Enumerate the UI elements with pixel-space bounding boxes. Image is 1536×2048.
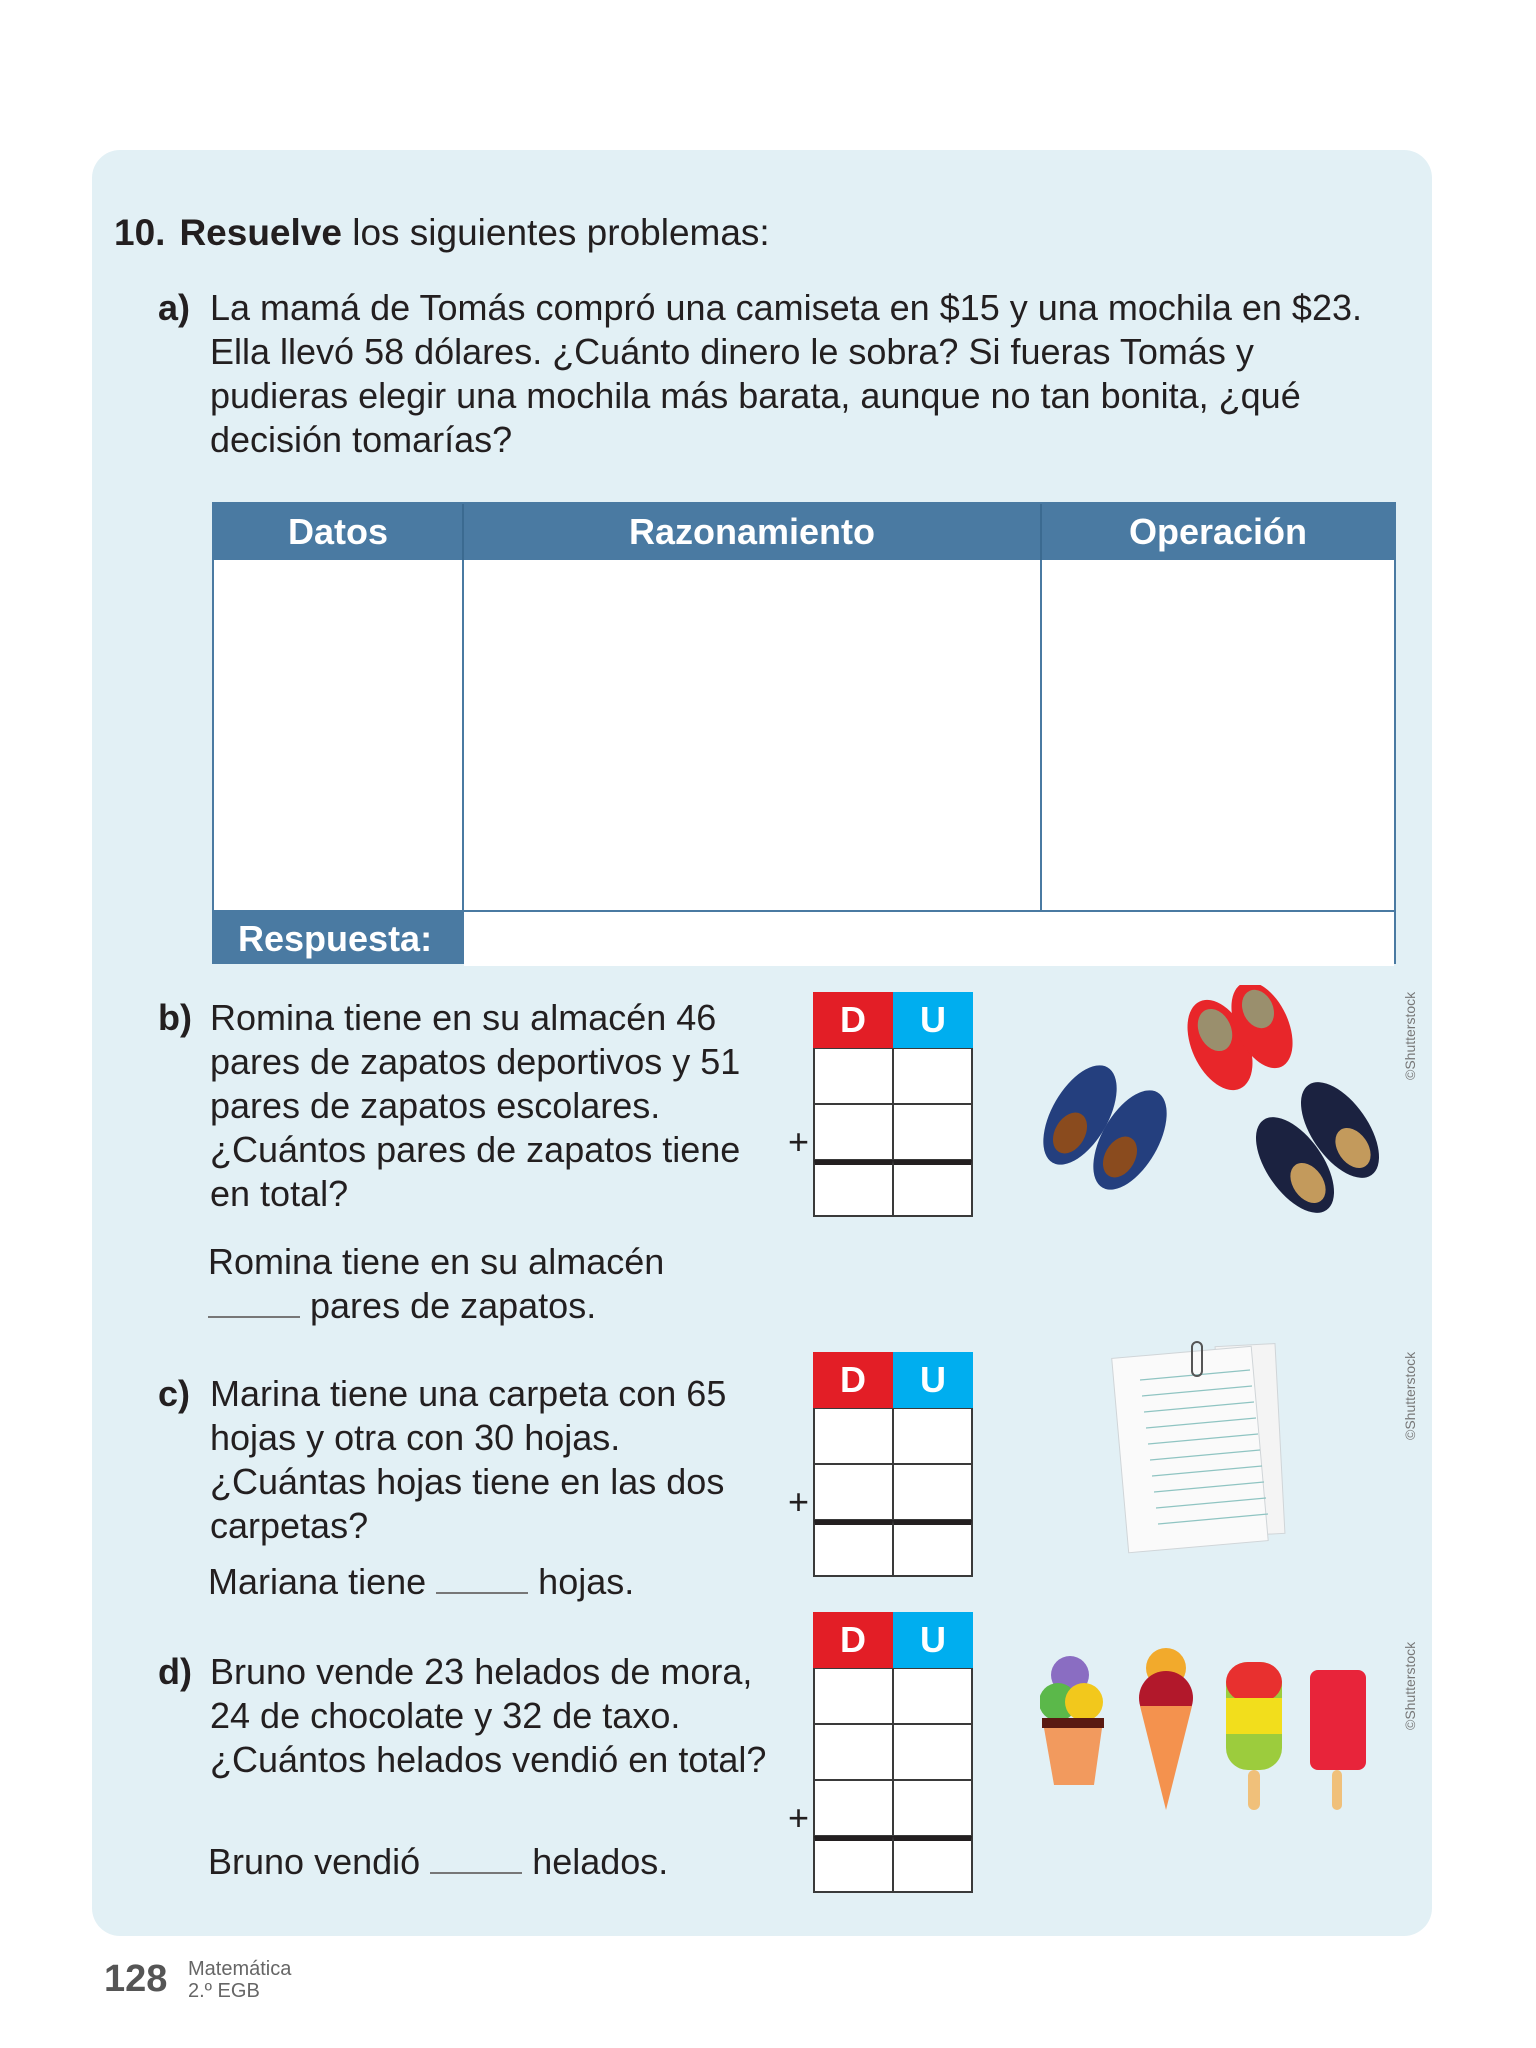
tens-header: D	[813, 1352, 893, 1408]
exercise-title	[114, 208, 770, 258]
units-header: U	[893, 1352, 973, 1408]
grid-cell[interactable]	[814, 1780, 893, 1836]
problem-b-text: Romina tiene en su almacén 46 pares de zapatos deportivos y 51 pares de zapatos escolares. ¿Cuántos pares de zapatos tiene en total?	[210, 997, 741, 1214]
popsicle-red-icon	[1310, 1670, 1366, 1810]
problem-a-text: La mamá de Tomás compró una camiseta en $15 y una mochila en $23. Ella llevó 58 dólares. ¿Cuánto dinero le sobra? Si fueras Tomás y pudieras elegir una mochila más barata, aunque no tan bonita, ¿qué decisión tomarías?	[210, 287, 1362, 460]
grid-cell[interactable]	[814, 1408, 893, 1464]
answer-blank[interactable]	[430, 1842, 522, 1874]
table-cell-datos[interactable]	[214, 560, 464, 910]
blue-sneakers-icon	[1040, 1053, 1182, 1201]
grid-cell[interactable]	[814, 1104, 893, 1160]
paper-sheets-icon	[1112, 1342, 1285, 1553]
table-cell-razonamiento[interactable]	[464, 560, 1042, 910]
problem-c-text: Marina tiene una carpeta con 65 hojas y otra con 30 hojas. ¿Cuántas hojas tiene en las dos carpetas?	[210, 1373, 727, 1546]
tens-header: D	[813, 1612, 893, 1668]
table-header-datos: Datos	[214, 504, 464, 560]
problem-b-answer	[208, 1240, 768, 1328]
problem-b-label: b)	[158, 997, 192, 1038]
black-sneakers-icon	[1241, 1069, 1380, 1225]
red-shoes-icon	[1174, 985, 1305, 1100]
table-header-razonamiento: Razonamiento	[464, 504, 1042, 560]
problem-a-table	[212, 502, 1396, 964]
place-value-grid-d	[813, 1612, 973, 1893]
exercise-instruction: los siguientes problemas:	[352, 212, 770, 253]
image-credit: ©Shutterstock	[1402, 1641, 1418, 1730]
answer-field[interactable]	[464, 910, 1394, 966]
tens-header: D	[813, 992, 893, 1048]
ice-creams-illustration	[1040, 1640, 1380, 1840]
place-value-grid-c	[813, 1352, 973, 1577]
cup-ice-cream-icon	[1040, 1656, 1104, 1785]
answer-suffix: pares de zapatos.	[310, 1285, 597, 1326]
problem-d-answer	[208, 1840, 768, 1884]
problem-c-label: c)	[158, 1373, 191, 1414]
grid-cell[interactable]	[893, 1408, 972, 1464]
answer-prefix: Romina tiene en su almacén	[208, 1241, 665, 1282]
image-credit: ©Shutterstock	[1402, 1351, 1418, 1440]
grid-cell[interactable]	[814, 1048, 893, 1104]
shoes-illustration	[1040, 985, 1380, 1225]
answer-label: Respuesta:	[214, 910, 464, 964]
grid-cell[interactable]	[893, 1668, 972, 1724]
plus-operator: +	[788, 1121, 810, 1162]
answer-blank[interactable]	[436, 1562, 528, 1594]
problem-a-label: a)	[158, 287, 191, 328]
subject-name: Matemática	[188, 1958, 292, 1980]
page-number: 128	[104, 1958, 168, 2000]
plus-operator: +	[788, 1797, 810, 1838]
cone-ice-cream-icon	[1139, 1648, 1193, 1810]
exercise-verb: Resuelve	[179, 212, 342, 253]
answer-suffix: helados.	[532, 1841, 669, 1882]
grid-result-cell[interactable]	[893, 1160, 972, 1216]
units-header: U	[893, 992, 973, 1048]
problem-d-label: d)	[158, 1651, 192, 1692]
grid-cell[interactable]	[893, 1780, 972, 1836]
grid-result-cell[interactable]	[893, 1520, 972, 1576]
plus-operator: +	[788, 1481, 810, 1522]
grid-cell[interactable]	[893, 1048, 972, 1104]
exercise-number: 10.	[114, 212, 166, 253]
place-value-grid-b	[813, 992, 973, 1217]
units-header: U	[893, 1612, 973, 1668]
grid-cell[interactable]	[893, 1724, 972, 1780]
grid-cell[interactable]	[893, 1104, 972, 1160]
footer-subject	[188, 1958, 291, 2002]
answer-suffix: hojas.	[538, 1561, 635, 1602]
table-cell-operacion[interactable]	[1042, 560, 1394, 910]
grid-result-cell[interactable]	[893, 1836, 972, 1892]
problem-d-text: Bruno vende 23 helados de mora, 24 de chocolate y 32 de taxo. ¿Cuántos helados vendió en total?	[210, 1651, 767, 1780]
grid-cell[interactable]	[814, 1464, 893, 1520]
grid-result-cell[interactable]	[814, 1520, 893, 1576]
grid-cell[interactable]	[893, 1464, 972, 1520]
answer-blank[interactable]	[208, 1286, 300, 1318]
popsicle-tricolor-icon	[1226, 1662, 1282, 1810]
answer-prefix: Mariana tiene	[208, 1561, 427, 1602]
table-header-operacion: Operación	[1042, 504, 1394, 560]
paper-sheets-illustration	[1100, 1340, 1320, 1570]
grid-result-cell[interactable]	[814, 1160, 893, 1216]
grid-result-cell[interactable]	[814, 1836, 893, 1892]
problem-c-answer	[208, 1560, 768, 1604]
answer-prefix: Bruno vendió	[208, 1841, 421, 1882]
image-credit: ©Shutterstock	[1402, 991, 1418, 1080]
grid-cell[interactable]	[814, 1668, 893, 1724]
grid-cell[interactable]	[814, 1724, 893, 1780]
grade-level: 2.º EGB	[188, 1980, 260, 2002]
